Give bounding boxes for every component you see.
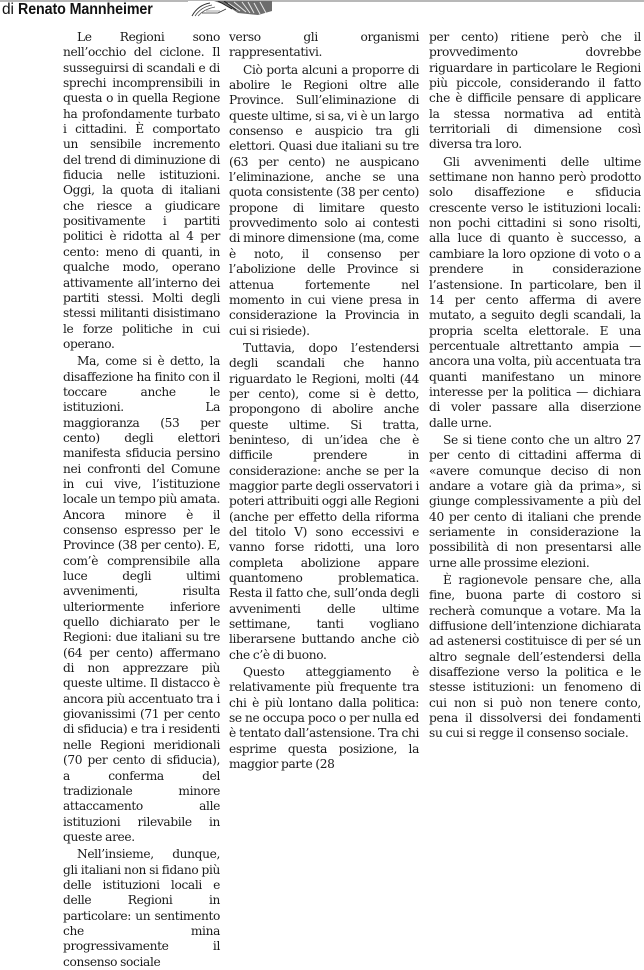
author-name: Renato Mannheimer — [18, 1, 153, 18]
paragraph: Tuttavia, dopo l’estendersi degli scandali che hanno riguardato le Regioni, molti (44 per cento), come si è detto, propongono di abolire anche queste ultime. Si tratta, beninteso, di un’idea che è difficile prendere in considerazione: anche se per la maggior parte degli osservatori i poteri attribuiti oggi alle Regioni (anche per effetto della riforma del titolo V) sono eccessivi e vanno forse ridotti, una loro completa abolizione appare quantomeno problematica. Resta il fatto che, sull’onda degli avvenimenti delle ultime settimane, tanti vogliano liberarsene buttando anche ciò che c’è di buono. — [229, 340, 419, 662]
paragraph: Ciò porta alcuni a proporre di abolire le Regioni oltre alle Province. Sull’eliminazione di queste ultime, si sa, vi è un largo consenso e auspicio tra gli elettori. Quasi due italiani su tre (63 per cento) ne auspicano l’eliminazione, anche se una quota consistente (38 per cento) propone di limitare questo provvedimento solo ai contesti di minore dimensione (ma, come è noto, il consenso per l’abolizione delle Province si attenua fortemente nel momento in cui viene presa in considerazione la Provincia in cui si risiede). — [229, 62, 419, 338]
paragraph-continued: per cento) ritiene però che il provvedimento dovrebbe riguardare in particolare le Regioni più piccole, considerando il fatto che è difficile pensare di applicare la stessa normativa ad entità territoriali di dimensione così diversa tra loro. — [429, 30, 641, 152]
paragraph: Le Regioni sono nell’occhio del ciclone. Il susseguirsi di scandali e di sprechi incomprensibili in questa o in quella Regione ha profondamente turbato i cittadini. È comportato un sensibile incremento del trend di diminuzione di fiducia nelle istituzioni. Oggi, la quota di italiani che riesce a giudicare positivamente i partiti politici è ridotta al 4 per cento: meno di quanti, in qualche modo, operano attivamente all’interno dei partiti stessi. Molti degli stessi militanti disistimano le forze politiche in cui operano. — [63, 30, 220, 351]
article-column-3 — [429, 30, 641, 742]
paragraph: Gli avvenimenti delle ultime settimane non hanno però prodotto solo disaffezione e sfiducia crescente verso le istituzioni locali: non pochi cittadini si sono risolti, alla luce di quanto è successo, a cambiare la loro opzione di voto o a prendere in considerazione l’astensione. In particolare, ben il 14 per cento afferma di avere mutato, a seguito degli scandali, la propria scelta elettorale. E una percentuale altrettanto ampia — ancora una volta, più accentuata tra quanti manifestano un minore interesse per la politica — dichiara di voler passare alla diserzione dalle urne. — [429, 154, 641, 430]
paragraph: Ma, come si è detto, la disaffezione ha finito con il toccare anche le istituzioni. La maggioranza (53 per cento) degli elettori manifesta sfiducia persino nei confronti del Comune in cui vive, l’istituzione locale un tempo più amata. Ancora minore è il consenso espresso per le Province (38 per cento). E, com’è comprensibile alla luce degli ultimi avvenimenti, risulta ulteriormente inferiore quello dichiarato per le Regioni: due italiani su tre (64 per cento) affermano di non apprezzare più queste ultime. Il distacco è ancora più accentuato tra i giovanissimi (71 per cento di sfiducia) e tra i residenti nelle Regioni meridionali (70 per cento di sfiducia), a conferma del tradizionale minore attaccamento alle istituzioni rilevabile in queste aree. — [63, 354, 221, 844]
paragraph: Se si tiene conto che un altro 27 per cento di cittadini afferma di «avere comunque deciso di non andare a votare già da prima», si giunge complessivamente a più del 40 per cento di italiani che prende seriamente in considerazione la possibilità di non presentarsi alle urne alle prossime elezioni. — [429, 432, 641, 570]
byline — [2, 1, 165, 21]
paragraph: Nell’insieme, dunque, gli italiani non si fidano più delle istituzioni locali e delle Regioni in particolare: un sentimento che mina progressivamente il consenso sociale — [63, 847, 220, 969]
paragraph-continued: verso gli organismi rappresentativi. — [229, 30, 419, 60]
byline-prefix: di — [2, 1, 14, 18]
article-column-2 — [229, 30, 419, 773]
paragraph: Questo atteggiamento è relativamente più frequente tra chi è più lontano dalla politica: se ne occupa poco o per nulla ed è tentato dall’astensione. Tra chi esprime questa posizione, la maggior parte (28 — [229, 665, 419, 772]
engraving-illustration — [188, 1, 272, 17]
paragraph: È ragionevole pensare che, alla fine, buona parte di costoro si recherà comunque a votare. Ma la diffusione dell’intenzione dichiarata ad astenersi costituisce di per sé un altro segnale dell’estendersi della disaffezione verso la politica e le stesse istituzioni: un fenomeno di cui non si può non tenere conto, pena il dissolversi dei fondamenti su cui si regge il consenso sociale. — [429, 573, 641, 741]
article-column-1 — [63, 30, 220, 970]
